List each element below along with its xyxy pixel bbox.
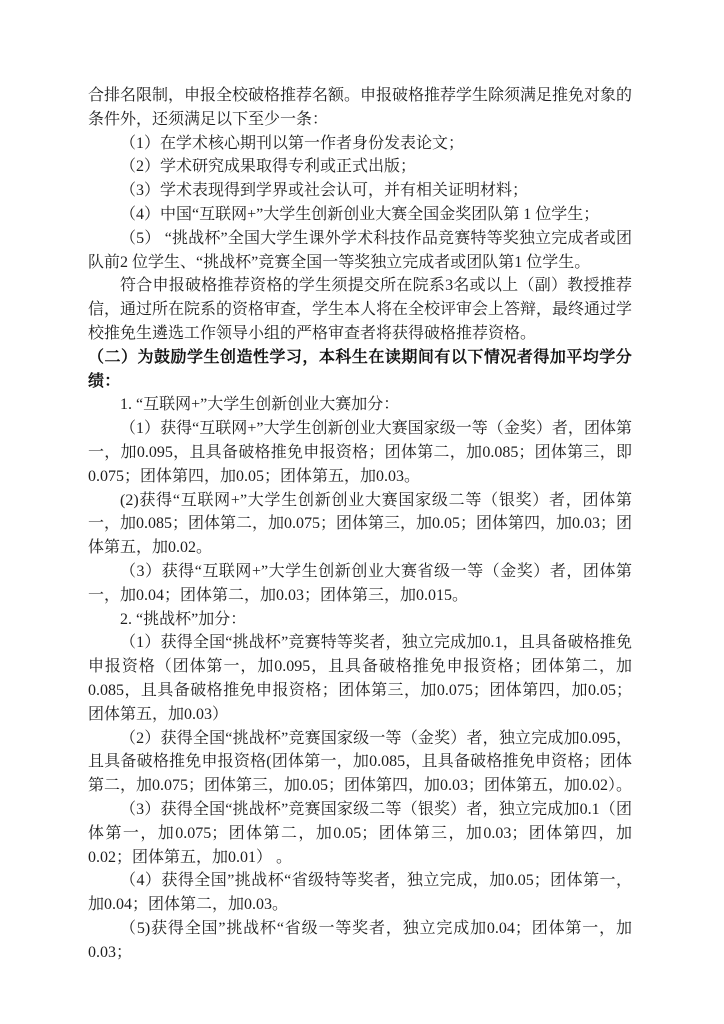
criteria-item-1: （1）在学术核心期刊以第一作者身份发表论文； bbox=[120, 134, 465, 152]
criteria-item-2: （2）学术研究成果取得专利或正式出版； bbox=[120, 158, 417, 176]
rule-challenge-cup-3: （3）获得全国“挑战杯”竞赛国家级二等（银奖）者，独立完成加0.1（团体第一，加0.075；团体第二，加0.05；团体第三，加0.03；团体第四，加0.02；团体第五，加0.01） 。 bbox=[88, 800, 632, 866]
rule-challenge-cup-2: （2）获得全国“挑战杯”竞赛国家级一等（金奖）者，独立完成加0.095，且具备破格推免申报资格(团体第一，加0.085，且具备破格推免申资格；团体第二，加0.075；团体第三，加0.05；团体第四，加0.03；团体第五，加0.02）。 bbox=[88, 729, 633, 795]
criteria-item-4: （4）中国“互联网+”大学生创新创业大赛全国金奖团队第 1 位学生； bbox=[120, 205, 600, 223]
criteria-item-5: （5） “挑战杯”全国大学生课外学术科技作品竞赛特等奖独立完成者或团队前2 位学生、“挑战杯”竞赛全国一等奖独立完成者或团队第1 位学生。 bbox=[88, 229, 632, 271]
document-body bbox=[88, 84, 632, 964]
para-review-procedure: 符合申报破格推荐资格的学生须提交所在院系3名或以上（副）教授推荐信，通过所在院系的资格审查，学生本人将在全校评审会上答辩，最终通过学校推免生遴选工作领导小组的严格审查者将获得破格推荐资格。 bbox=[88, 277, 633, 342]
section-heading-two: （二）为鼓励学生创造性学习，本科生在读期间有以下情况者得加平均学分绩： bbox=[88, 348, 632, 390]
subsection-internet-plus: 1. “互联网+”大学生创新创业大赛加分： bbox=[120, 396, 400, 414]
rule-internet-plus-1: （1）获得“互联网+”大学生创新创业大赛国家级一等（金奖）者，团体第一，加0.095，且具备破格推免申报资格；团体第二，加0.085；团体第三，即0.075；团体第四，加0.05；团体第五，加0.03。 bbox=[88, 420, 632, 485]
rule-challenge-cup-1: （1）获得全国“挑战杯”竞赛特等奖者，独立完成加0.1，且具备破格推免申报资格（团体第一，加0.095，且具备破格推免申报资格；团体第二，加0.085，且具备破格推免申报资格；团体第三，加0.075；团体第四，加0.05；团体第五，加0.03） bbox=[88, 634, 632, 723]
rule-internet-plus-2: (2)获得“互联网+”大学生创新创业大赛国家级二等（银奖）者，团体第一，加0.085；团体第二，加0.075；团体第三，加0.05；团体第四，加0.03；团体第五，加0.02。 bbox=[88, 491, 633, 557]
rule-internet-plus-3: （3）获得“互联网+”大学生创新创业大赛省级一等（金奖）者，团体第一，加0.04；团体第二，加0.03；团体第三，加0.015。 bbox=[88, 562, 632, 604]
rule-challenge-cup-4: （4）获得全国”挑战杯“省级特等奖者，独立完成，加0.05；团体第一，加0.04；团体第二，加0.03。 bbox=[88, 872, 632, 914]
subsection-challenge-cup: 2. “挑战杯”加分： bbox=[120, 610, 247, 628]
criteria-item-3: （3）学术表现得到学界或社会认可，并有相关证明材料； bbox=[120, 182, 529, 200]
para-continuation: 合排名限制，申报全校破格推荐名额。申报破格推荐学生除须满足推免对象的条件外，还须满足以下至少一条： bbox=[88, 87, 633, 128]
rule-challenge-cup-5: （5)获得全国”挑战杯“省级一等奖者，独立完成加0.04；团体第一，加0.03； bbox=[88, 919, 632, 961]
